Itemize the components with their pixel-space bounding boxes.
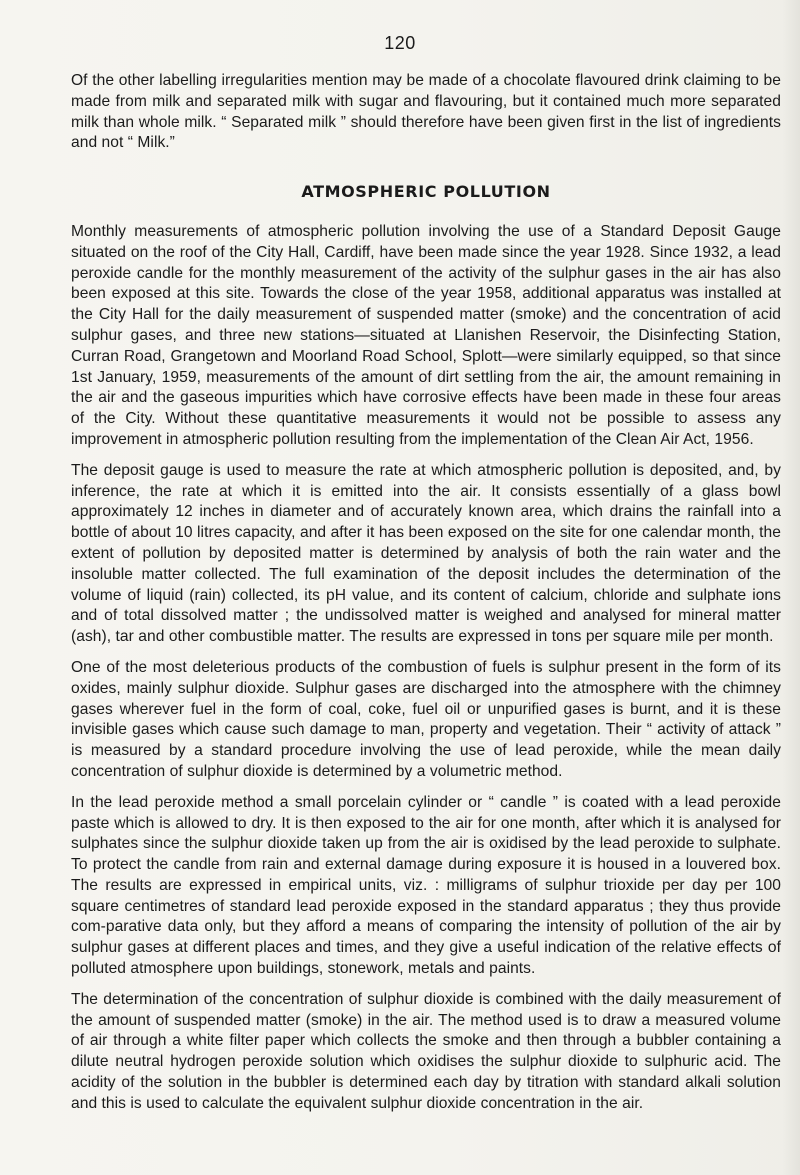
paragraph-deposit-gauge: The deposit gauge is used to measure the rate at which atmospheric pollution is deposited, and, by inference, the rate at which it is emitted into the air. It consists essentially of a glass bowl approximately 12 inches in diameter and of accurately known area, which drains the rainfall into a bottle of about 10 litres capacity, and after it has been exposed on the site for one calendar month, the extent of pollution by deposited matter is determined by analysis of both the rain water and the insoluble matter collected. The full examination of the deposit includes the determination of the volume of liquid (rain) collected, its pH value, and its content of calcium, chloride and sulphate ions and of total dissolved matter ; the undissolved matter is weighed and analysed for mineral matter (ash), tar and other combustible matter. The results are expressed in tons per square mile per month.: [71, 461, 781, 646]
paragraph-sulphur-dioxide-determination: The determination of the concentration of sulphur dioxide is combined with the daily measurement of the amount of suspended matter (smoke) in the air. The method used is to draw a measured volume of air through a white filter paper which collects the smoke and then through a bubbler containing a dilute neutral hydrogen peroxide solution which oxidises the sulphur dioxide to sulphuric acid. The acidity of the solution in the bubbler is determined each day by titration with standard alkali solution and this is used to calculate the equivalent sulphur dioxide concentration in the air.: [71, 990, 781, 1112]
section-heading: ATMOSPHERIC POLLUTION: [301, 182, 551, 202]
scan-edge-shadow: [782, 0, 800, 1175]
paragraph-spacer: [71, 783, 781, 793]
intro-paragraph: Of the other labelling irregularities mention may be made of a chocolate flavoured drink claiming to be made from milk and separated milk with sugar and flavouring, but it contained much more separated milk than whole milk. “ Separated milk ” should therefore have been given first in the list of ingredients and not “ Milk.”: [71, 72, 781, 152]
paragraph-sulphur-oxides: One of the most deleterious products of the combustion of fuels is sulphur present in the form of its oxides, mainly sulphur dioxide. Sulphur gases are discharged into the atmosphere with the chimney gases wherever fuel in the form of coal, coke, fuel oil or unpurified gases is burnt, and it is these invisible gases which cause such damage to man, property and vegetation. Their “ activity of attack ” is measured by a standard procedure involving the use of lead peroxide, while the mean daily concentration of sulphur dioxide is determined by a volumetric method.: [71, 658, 781, 780]
page-body: [71, 71, 781, 1115]
page-number: 120: [384, 33, 416, 53]
paragraph-spacer: [71, 980, 781, 990]
paragraph-spacer: [71, 648, 781, 658]
paragraph-spacer: [71, 451, 781, 461]
paragraph-monitoring-stations: Monthly measurements of atmospheric pollution involving the use of a Standard Deposit Gauge situated on the roof of the City Hall, Cardiff, have been made since the year 1928. Since 1932, a lead peroxide candle for the monthly measurement of the activity of the sulphur gases in the air has also been exposed at this site. Towards the close of the year 1958, additional apparatus was installed at the City Hall for the daily measurement of suspended matter (smoke) and the concentration of acid sulphur gases, and three new stations—situated at Llanishen Reservoir, the Disinfecting Station, Curran Road, Grangetown and Moorland Road School, Splott—were similarly equipped, so that since 1st January, 1959, measurements of the amount of dirt settling from the air, the amount remaining in the air and the gaseous impurities which have corrosive effects have been made in these four areas of the City. Without these quantitative measurements it would not be possible to assess any improvement in atmospheric pollution resulting from the implementation of the Clean Air Act, 1956.: [71, 222, 781, 448]
paragraph-lead-peroxide-method: In the lead peroxide method a small porcelain cylinder or “ candle ” is coated with a lead peroxide paste which is allowed to dry. It is then exposed to the air for one month, after which it is analysed for sulphates since the sulphur dioxide taken up from the air is oxidised by the lead peroxide to sulphate. To protect the candle from rain and external damage during exposure it is housed in a louvered box. The results are expressed in empirical units, viz. : milligrams of sulphur trioxide per day per 100 square centimetres of standard lead peroxide exposed in the standard apparatus ; they thus provide com-parative data only, but they afford a means of comparing the intensity of pollution of the air by sulphur gases at different places and times, and they give a useful indication of the relative effects of polluted atmosphere upon buildings, stonework, metals and paints.: [71, 793, 781, 978]
